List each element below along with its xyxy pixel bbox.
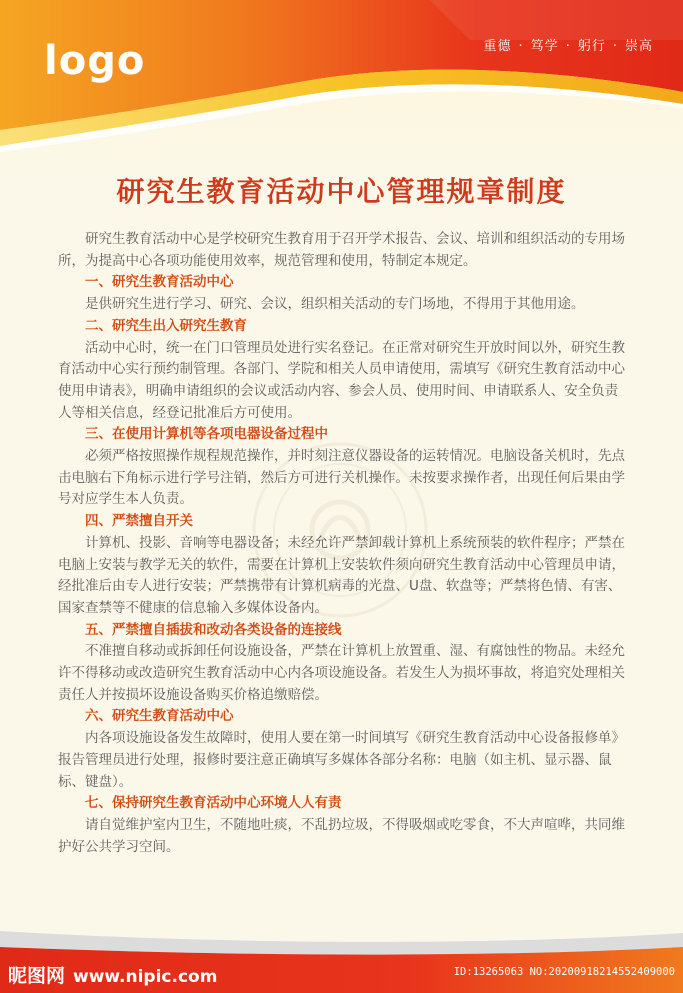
section-heading: 六、研究生教育活动中心	[85, 708, 234, 725]
motto	[484, 35, 653, 54]
section-heading: 一、研究生教育活动中心	[85, 274, 234, 291]
motto-separator: ·	[612, 39, 618, 54]
intro-paragraph: 研究生教育活动中心是学校研究生教育用于召开学术报告、会议、培训和组织活动的专用场所，为提高中心各项功能使用效率，规范管理和使用，特制定本规定。	[58, 231, 625, 269]
motto-item: 重德	[483, 39, 512, 54]
motto-item: 笃学	[530, 39, 559, 54]
section-heading: 三、在使用计算机等各项电器设备过程中	[85, 426, 328, 443]
motto-item: 崇高	[624, 39, 653, 54]
motto-separator: ·	[518, 39, 524, 54]
footer-url: www.nipic.com	[73, 967, 218, 987]
logo: logo	[44, 38, 146, 84]
section-body: 内各项设施设备发生故障时，使用人要在第一时间填写《研究生教育活动中心设备报修单》报告管理员进行处理，报修时要注意正确填写多媒体各部分名称：电脑（如主机、显示器、鼠标、键盘）。	[58, 730, 625, 790]
section-body: 必须严格按照操作规程规范操作，并时刻注意仪器设备的运转情况。电脑设备关机时，先点击电脑右下角标示进行学号注销，然后方可进行关机操作。未按要求操作者，出现任何后果由学号对应学生本人负责。	[58, 448, 625, 508]
motto-separator: ·	[565, 39, 571, 54]
section-body: 请自觉维护室内卫生，不随地吐痰，不乱扔垃圾，不得吸烟或吃零食，不大声喧哗，共同维护好公共学习空间。	[58, 816, 625, 855]
section-body: 是供研究生进行学习、研究、会议，组织相关活动的专门场地，不得用于其他用途。	[85, 296, 585, 313]
footer-id: ID:13265063 NO:20200918214552409000	[453, 966, 675, 978]
footer-brand: 昵图网	[8, 965, 66, 987]
regulation-content	[58, 229, 628, 858]
page-title: 研究生教育活动中心管理规章制度	[116, 175, 567, 208]
section-heading: 二、研究生出入研究生教育	[85, 317, 247, 334]
header-banner	[0, 0, 683, 190]
section-heading: 七、保持研究生教育活动中心环境人人有责	[85, 795, 342, 812]
section-heading: 五、严禁擅自插拔和改动各类设备的连接线	[85, 621, 342, 638]
section-heading: 四、严禁擅自开关	[85, 513, 193, 530]
motto-item: 躬行	[577, 39, 606, 54]
section-body: 计算机、投影、音响等电器设备；未经允许严禁卸载计算机上系统预装的软件程序；严禁在电脑上安装与教学无关的软件，需要在计算机上安装软件须向研究生教育活动中心管理员申请，经批准后由专人进行安装；严禁携带有计算机病毒的光盘、U盘、软盘等；严禁将色情、有害、国家查禁等不健康的信息输入多媒体设备内。	[58, 534, 625, 616]
section-body: 活动中心时，统一在门口管理员处进行实名登记。在正常对研究生开放时间以外，研究生教育活动中心实行预约制管理。各部门、学院和相关人员申请使用，需填写《研究生教育活动中心使用申请表》，明确申请组织的会议或活动内容、参会人员、使用时间、申请联系人、安全负责人等相关信息，经登记批准后方可使用。	[58, 339, 625, 421]
section-body: 不准擅自移动或拆卸任何设施设备，严禁在计算机上放置重、湿、有腐蚀性的物品。未经允许不得移动或改造研究生教育活动中心内各项设施设备。若发生人为损坏事故，将追究处理相关责任人并按损坏设施设备购买价格追缴赔偿。	[58, 643, 625, 703]
footer-watermark	[8, 961, 217, 988]
